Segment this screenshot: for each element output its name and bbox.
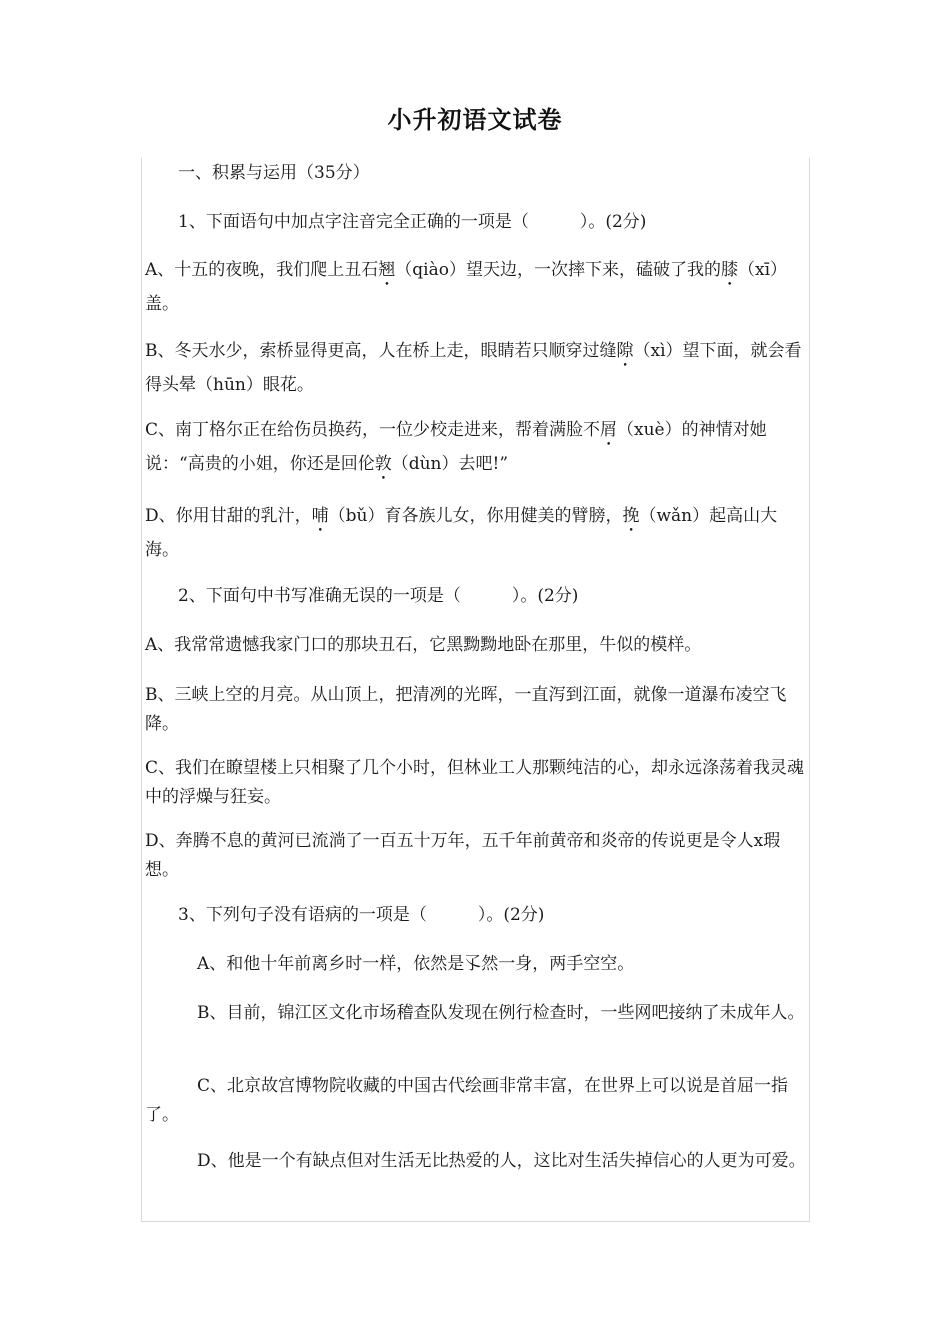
question-3-option-d: D、他是一个有缺点但对生活无比热爱的人，这比对生活失掉信心的人更为可爱。 xyxy=(197,1151,806,1171)
dotted-char: 屑 xyxy=(600,420,618,440)
question-2-option-b: B、三峡上空的月亮。从山顶上，把清冽的光晖，一直泻到江面，就像一道瀑布凌空飞降。 xyxy=(145,685,787,734)
question-1-option-b xyxy=(145,337,807,400)
question-1-option-c xyxy=(145,416,807,484)
dotted-char: 敦 xyxy=(374,454,392,474)
option-text: （hūn）眼花。 xyxy=(196,375,314,395)
dotted-char: 翘 xyxy=(378,260,396,280)
option-text: （xī）盖。 xyxy=(145,260,788,314)
page-title: 小升初语文试卷 xyxy=(387,105,563,134)
question-2-option-a: A、我常常遗憾我家门口的那块丑石，它黑黝黝地卧在那里，牛似的模样。 xyxy=(145,635,702,655)
option-text: （xuè）的神情对她说：“高贵的小姐，你还是回伦 xyxy=(145,420,767,474)
dotted-char: 挽 xyxy=(622,506,640,526)
option-text: C、南丁格尔正在给伤员换药，一位少校走进来，帮着满脸不 xyxy=(145,420,601,440)
option-text: A、十五的夜晚，我们爬上丑石 xyxy=(145,260,379,280)
option-text: 晕 xyxy=(179,375,196,395)
option-text: （qiào）望天边，一次摔下来，磕破了我的 xyxy=(395,260,721,280)
question-3-option-b: B、目前，锦江区文化市场稽查队发现在例行检查时，一些网吧接纳了未成年人。 xyxy=(197,1003,805,1023)
dotted-char: 哺 xyxy=(311,506,329,526)
option-text: D、你用甘甜的乳汁， xyxy=(145,506,312,526)
section-heading: 一、积累与运用（35分） xyxy=(178,163,370,183)
question-2-option-c: C、我们在瞭望楼上只相聚了几个小时，但林业工人那颗纯洁的心，却永远涤荡着我灵魂中的浮燥与狂妄。 xyxy=(145,758,805,807)
question-3-stem: 3、下列句子没有语病的一项是（ ）。(2分) xyxy=(178,905,545,925)
question-2-stem: 2、下面句中书写准确无误的一项是（ ）。(2分) xyxy=(178,586,579,606)
option-text: （dùn）去吧!” xyxy=(391,454,509,474)
question-3-option-c: C、北京故宫博物院收藏的中国古代绘画非常丰富，在世界上可以说是首屈一指了。 xyxy=(145,1076,789,1125)
question-1-option-a xyxy=(145,256,807,319)
dotted-char: 隙 xyxy=(616,341,634,361)
question-2-option-d: D、奔腾不息的黄河已流淌了一百五十万年，五千年前黄帝和炎帝的传说更是令人x瑕想。 xyxy=(145,831,781,880)
question-1-stem: 1、下面语句中加点字注音完全正确的一项是（ ）。(2分) xyxy=(178,212,647,232)
question-1-option-d xyxy=(145,502,807,565)
question-3-option-a: A、和他十年前离乡时一样，依然是孓然一身，两手空空。 xyxy=(197,954,635,974)
option-text: B、冬天水少，索桥显得更高，人在桥上走，眼睛若只顺穿过缝 xyxy=(145,341,617,361)
option-text: （xì）望下面，就会看得头 xyxy=(145,341,802,395)
dotted-char: 膝 xyxy=(720,260,738,280)
option-text: （wǎn）起高山大海。 xyxy=(145,506,778,560)
option-text: （bǔ）育各族儿女，你用健美的臂膀， xyxy=(328,506,623,526)
